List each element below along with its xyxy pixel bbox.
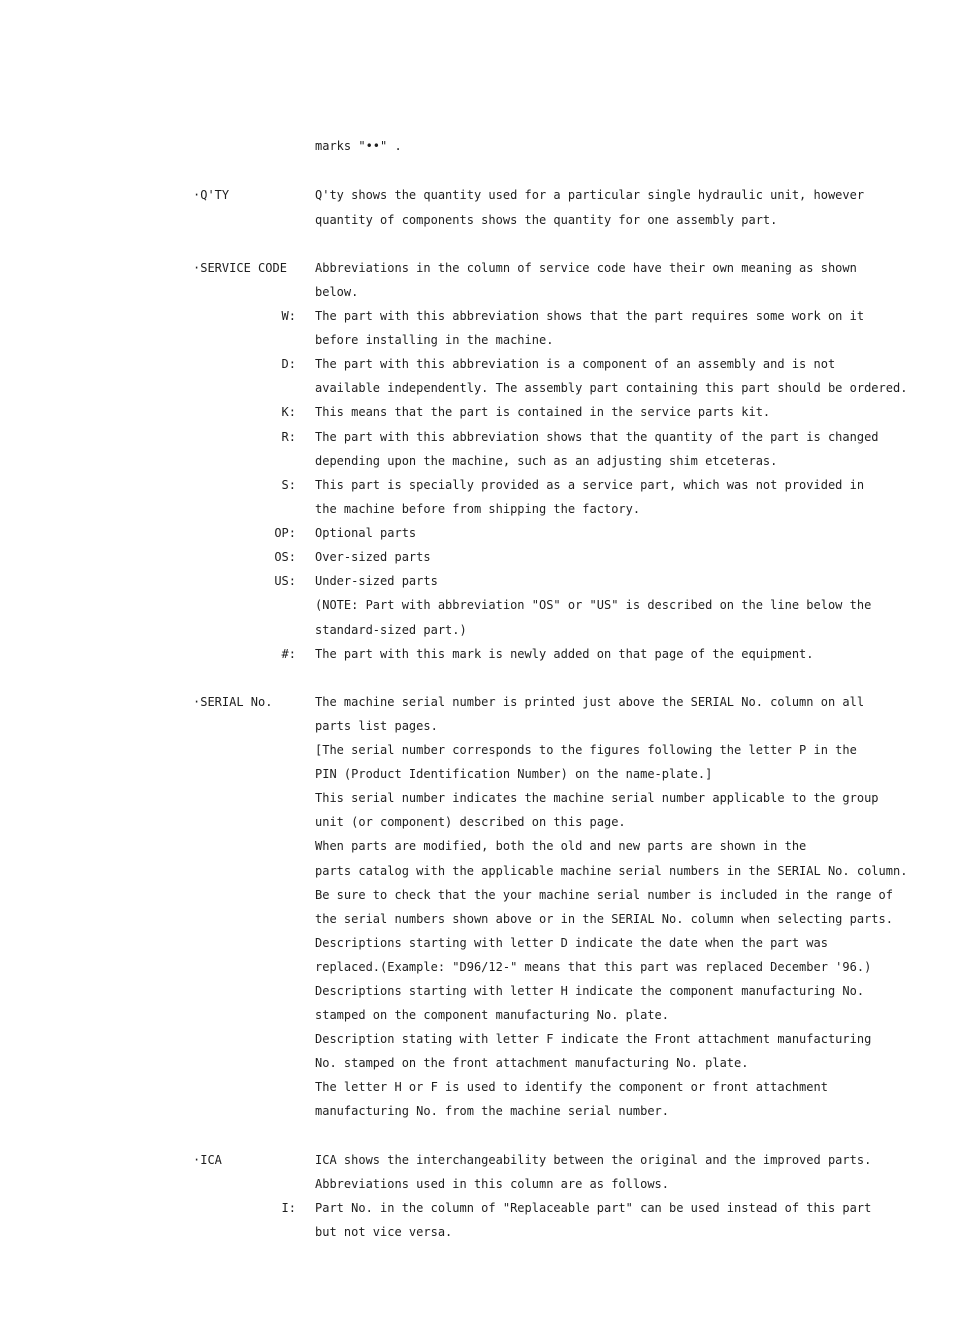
service-code-desc: The part with this mark is newly added on that page of the equipment. bbox=[315, 647, 814, 661]
service-code-desc: Under-sized parts bbox=[315, 574, 438, 588]
service-code-label: OP: bbox=[274, 526, 296, 540]
serial-no-line: No. stamped on the front attachment manufacturing No. plate. bbox=[315, 1056, 749, 1070]
ica-code-label: I: bbox=[281, 1201, 296, 1215]
serial-no-line: When parts are modified, both the old and new parts are shown in the bbox=[315, 839, 807, 853]
serial-no-line: unit (or component) described on this page. bbox=[315, 815, 626, 829]
serial-no-line: Description stating with letter F indicate the Front attachment manufacturing bbox=[315, 1032, 872, 1046]
service-code-note: (NOTE: Part with abbreviation "OS" or "US" is described on the line below the bbox=[315, 598, 872, 612]
serial-no-line: [The serial number corresponds to the figures following the letter P in the bbox=[315, 743, 857, 757]
service-code-desc: the machine before from shipping the factory. bbox=[315, 502, 641, 516]
service-code-note: standard-sized part.) bbox=[315, 623, 467, 637]
intro-tail-text: marks "••" . bbox=[315, 139, 402, 153]
serial-no-line: The letter H or F is used to identify the component or front attachment bbox=[315, 1080, 828, 1094]
service-code-desc: The part with this abbreviation shows that the quantity of the part is changed bbox=[315, 430, 879, 444]
serial-no-line: Descriptions starting with letter D indicate the date when the part was bbox=[315, 936, 828, 950]
serial-no-line: replaced.(Example: "D96/12-" means that this part was replaced December '96.) bbox=[315, 960, 872, 974]
qty-term: ·Q'TY bbox=[193, 188, 230, 202]
serial-no-line: parts catalog with the applicable machine serial numbers in the SERIAL No. column. bbox=[315, 864, 908, 878]
service-code-desc: Over-sized parts bbox=[315, 550, 431, 564]
ica-term: ·ICA bbox=[193, 1153, 222, 1167]
service-code-desc: Optional parts bbox=[315, 526, 417, 540]
service-code-desc: before installing in the machine. bbox=[315, 333, 554, 347]
serial-no-line: Descriptions starting with letter H indicate the component manufacturing No. bbox=[315, 984, 865, 998]
service-code-line: below. bbox=[315, 285, 359, 299]
serial-no-line: PIN (Product Identification Number) on the name-plate.] bbox=[315, 767, 713, 781]
serial-no-line: This serial number indicates the machine serial number applicable to the group bbox=[315, 791, 879, 805]
qty-line: quantity of components shows the quantity for one assembly part. bbox=[315, 213, 778, 227]
service-code-desc: This means that the part is contained in the service parts kit. bbox=[315, 405, 771, 419]
service-code-desc: This part is specially provided as a service part, which was not provided in bbox=[315, 478, 865, 492]
service-code-label: S: bbox=[281, 478, 296, 492]
service-code-desc: The part with this abbreviation shows that the part requires some work on it bbox=[315, 309, 865, 323]
service-code-label: K: bbox=[281, 405, 296, 419]
ica-code-desc: Part No. in the column of "Replaceable part" can be used instead of this part bbox=[315, 1201, 872, 1215]
service-code-label: D: bbox=[281, 357, 296, 371]
serial-no-line: manufacturing No. from the machine serial number. bbox=[315, 1104, 670, 1118]
serial-no-line: stamped on the component manufacturing No. plate. bbox=[315, 1008, 670, 1022]
service-code-desc: available independently. The assembly part containing this part should be ordered. bbox=[315, 381, 908, 395]
serial-no-line: The machine serial number is printed just above the SERIAL No. column on all bbox=[315, 695, 865, 709]
ica-code-desc: but not vice versa. bbox=[315, 1225, 453, 1239]
serial-no-term: ·SERIAL No. bbox=[193, 695, 273, 709]
service-code-desc: depending upon the machine, such as an adjusting shim etceteras. bbox=[315, 454, 778, 468]
service-code-label: R: bbox=[281, 430, 296, 444]
service-code-desc: The part with this abbreviation is a component of an assembly and is not bbox=[315, 357, 836, 371]
qty-line: Q'ty shows the quantity used for a particular single hydraulic unit, however bbox=[315, 188, 865, 202]
ica-line: ICA shows the interchangeability between the original and the improved parts. bbox=[315, 1153, 872, 1167]
ica-line: Abbreviations used in this column are as follows. bbox=[315, 1177, 670, 1191]
service-code-label: W: bbox=[281, 309, 296, 323]
service-code-label: US: bbox=[274, 574, 296, 588]
service-code-term: ·SERVICE CODE bbox=[193, 261, 287, 275]
service-code-label: OS: bbox=[274, 550, 296, 564]
serial-no-line: Be sure to check that the your machine serial number is included in the range of bbox=[315, 888, 893, 902]
serial-no-line: the serial numbers shown above or in the SERIAL No. column when selecting parts. bbox=[315, 912, 893, 926]
service-code-line: Abbreviations in the column of service code have their own meaning as shown bbox=[315, 261, 857, 275]
service-code-label: #: bbox=[281, 647, 296, 661]
serial-no-line: parts list pages. bbox=[315, 719, 438, 733]
